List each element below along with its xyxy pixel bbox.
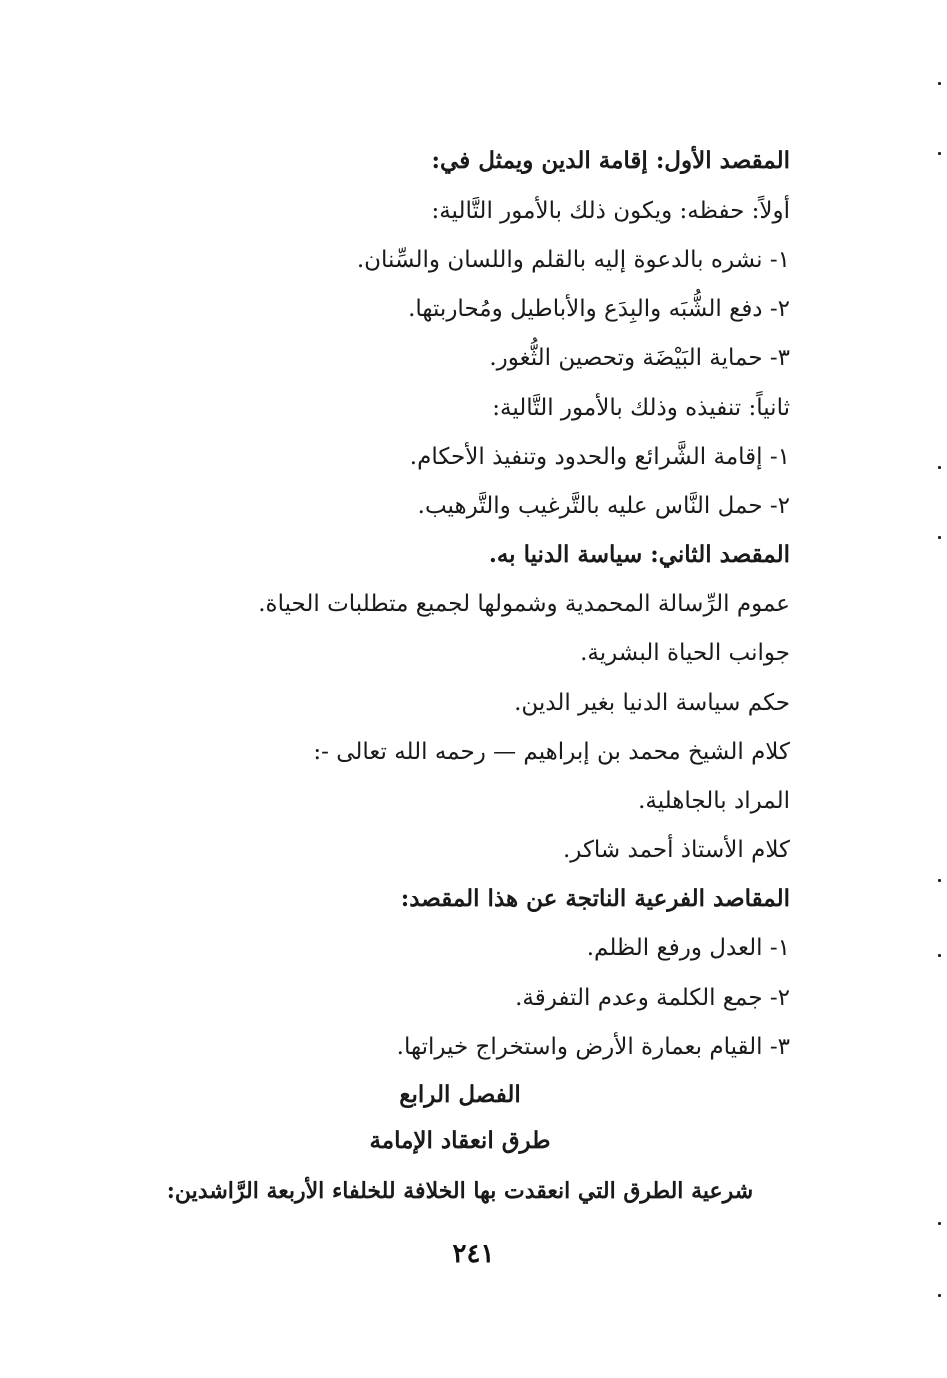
text-line: أولاً: حفظه: ويكون ذلك بالأمور التَّالية: xyxy=(431,198,790,224)
page-number: ٢٤١ xyxy=(452,1239,495,1269)
list-item: ٣- حماية البَيْضَة وتحصين الثُّغور. xyxy=(489,345,790,371)
scan-mark xyxy=(938,879,941,882)
scan-mark xyxy=(938,1294,941,1297)
text-line: كلام الأستاذ أحمد شاكر. xyxy=(562,837,790,863)
text-line: حكم سياسة الدنيا بغير الدين. xyxy=(514,690,790,716)
text-line: كلام الشيخ محمد بن إبراهيم — رحمه الله تعالى -: xyxy=(313,739,790,765)
chapter-title: الفصل الرابع xyxy=(399,1081,521,1108)
chapter-subtitle: طرق انعقاد الإمامة xyxy=(369,1127,551,1154)
list-item: ٢- دفع الشُّبَه والبِدَع والأباطيل ومُحاربتها. xyxy=(408,296,790,322)
text-line: جوانب الحياة البشرية. xyxy=(580,640,790,666)
chapter-heading: شرعية الطرق التي انعقدت بها الخلافة للخلفاء الأربعة الرَّاشدين: xyxy=(166,1178,754,1204)
text-line: المراد بالجاهلية. xyxy=(638,788,790,814)
list-item: ٢- حمل النَّاس عليه بالتَّرغيب والتَّرهيب. xyxy=(417,493,790,519)
scan-mark xyxy=(938,954,941,957)
list-item: ١- العدل ورفع الظلم. xyxy=(586,935,790,961)
scan-mark xyxy=(938,152,941,155)
scan-mark xyxy=(938,536,941,539)
section-heading-first-objective: المقصد الأول: إقامة الدين ويمثل في: xyxy=(431,147,790,174)
list-item: ٣- القيام بعمارة الأرض واستخراج خيراتها. xyxy=(396,1034,790,1060)
list-item: ١- إقامة الشَّرائع والحدود وتنفيذ الأحكام. xyxy=(409,444,790,470)
text-line: ثانياً: تنفيذه وذلك بالأمور التَّالية: xyxy=(492,395,790,421)
text-line: عموم الرِّسالة المحمدية وشمولها لجميع متطلبات الحياة. xyxy=(258,591,790,617)
list-item: ٢- جمع الكلمة وعدم التفرقة. xyxy=(515,985,790,1011)
scan-mark xyxy=(938,466,941,469)
scan-mark xyxy=(938,1222,941,1225)
section-heading-second-objective: المقصد الثاني: سياسة الدنيا به. xyxy=(488,541,790,568)
scan-mark xyxy=(938,82,941,85)
section-heading-sub-objectives: المقاصد الفرعية الناتجة عن هذا المقصد: xyxy=(400,885,790,912)
list-item: ١- نشره بالدعوة إليه بالقلم واللسان والسِّنان. xyxy=(356,247,790,273)
